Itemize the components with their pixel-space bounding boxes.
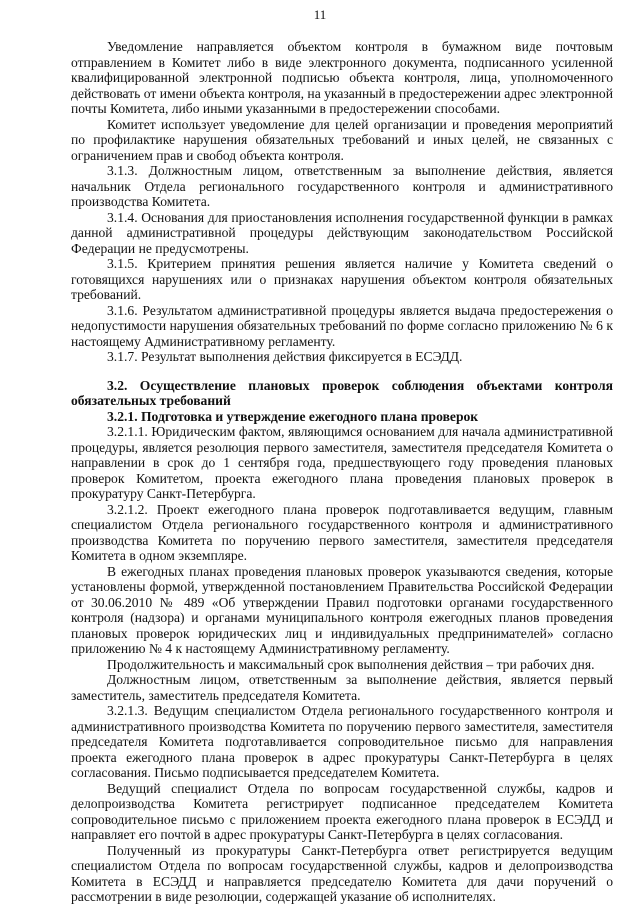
paragraph: 3.2.1.1. Юридическим фактом, являющимся основанием для начала административной процедуры, является резолюция первого заместителя, заместителя председателя Комитета о направлении в срок до 1 сентября года, предшествующего году проведения плановых проверок Комитетом, проекта ежегодного плана проведения плановых проверок в прокуратуру Санкт-Петербурга.	[71, 424, 613, 501]
paragraph: 3.1.6. Результатом административной процедуры является выдача предостережения о недопустимости нарушения обязательных требований по форме согласно приложению № 6 к настоящему Административному регламенту.	[71, 302, 613, 349]
paragraph: 3.1.3. Должностным лицом, ответственным за выполнение действия, является начальник Отдела регионального государственного контроля и административного производства Комитета.	[71, 163, 613, 209]
paragraph: Полученный из прокуратуры Санкт-Петербурга ответ регистрируется ведущим специалистом Отдела по вопросам государственной службы, кадров и делопроизводства Комитета в ЕСЭДД и направляется председателю Комитета для дачи поручений о рассмотрении в виде резолюции, содержащей указание об исполнителях.	[71, 842, 613, 904]
paragraph: Должностным лицом, ответственным за выполнение действия, является первый заместитель, заместитель председателя Комитета.	[71, 672, 613, 703]
paragraph: 3.2.1.2. Проект ежегодного плана проверок подготавливается ведущим, главным специалистом Отдела регионального государственного контроля и административного производства Комитета по поручению первого заместителя, заместителя председателя Комитета в одном экземпляре.	[71, 501, 613, 563]
paragraph: Продолжительность и максимальный срок выполнения действия – три рабочих дня.	[107, 656, 595, 672]
section-heading: 3.2. Осуществление плановых проверок соблюдения объектами контроля обязательных требований	[71, 377, 613, 408]
paragraph: Ведущий специалист Отдела по вопросам государственной службы, кадров и делопроизводства Комитета регистрирует подписанное председателем Комитета сопроводительное письмо с приложением проекта ежегодного плана проверок в ЕСЭДД и направляет его почтой в адрес прокуратуры Санкт-Петербурга в целях согласования.	[71, 780, 613, 842]
page-number: 11	[313, 7, 327, 22]
paragraph: 3.2.1.3. Ведущим специалистом Отдела регионального государственного контроля и административного производства Комитета по поручению первого заместителя, заместителя председателя Комитета подготавливается сопроводительное письмо для направления проекта ежегодного плана проверок в адрес прокуратуры Санкт-Петербурга в целях согласования. Письмо подписывается председателем Комитета.	[71, 703, 613, 780]
paragraph: 3.1.7. Результат выполнения действия фиксируется в ЕСЭДД.	[107, 349, 463, 364]
paragraph: Уведомление направляется объектом контроля в бумажном виде почтовым отправлением в Комитет либо в виде электронного документа, подписанного усиленной квалифицированной электронной подписью объекта контроля, лица, уполномоченного действовать от имени объекта контроля, на указанный в предостережении адрес электронной почты Комитета, либо иными указанными в предостережении способами.	[71, 39, 613, 116]
paragraph: 3.1.5. Критерием принятия решения является наличие у Комитета сведений о готовящихся нарушениях или о признаках нарушения объектом контроля обязательных требований.	[71, 256, 613, 302]
paragraph: В ежегодных планах проведения плановых проверок указываются сведения, которые установлены формой, утвержденной постановлением Правительства Российской Федерации от 30.06.2010 № 489 «Об утверждении Правил подготовки органами государственного контроля (надзора) и органами муниципального контроля ежегодных планов проведения плановых проверок юридических лиц и индивидуальных предпринимателей» согласно приложению № 4 к настоящему Административному регламенту.	[71, 563, 613, 656]
paragraph: Комитет использует уведомление для целей организации и проведения мероприятий по профилактике нарушения обязательных требований и иных целей, не связанных с ограничением прав и свобод объекта контроля.	[71, 116, 613, 163]
paragraph: 3.1.4. Основания для приостановления исполнения государственной функции в рамках данной административной процедуры действующим законодательством Российской Федерации не предусмотрены.	[71, 209, 613, 256]
subsection-heading: 3.2.1. Подготовка и утверждение ежегодного плана проверок	[107, 408, 479, 424]
section-gap	[71, 365, 613, 378]
document-body	[71, 39, 613, 905]
